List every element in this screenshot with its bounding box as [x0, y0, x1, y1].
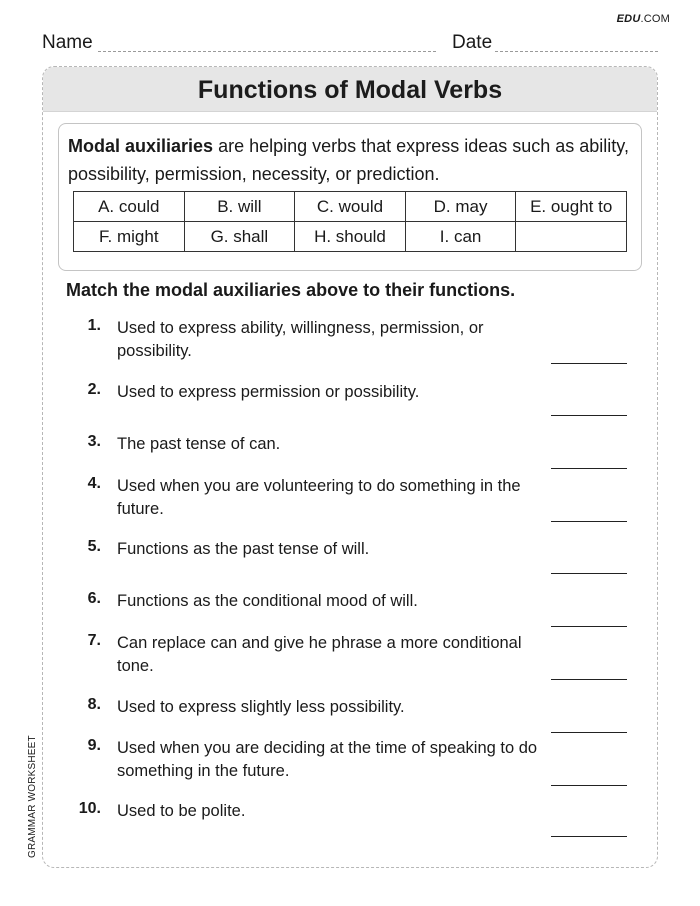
table-cell: F. might — [74, 222, 185, 252]
question-number: 7. — [87, 632, 101, 649]
question-text: The past tense of can. — [117, 435, 281, 453]
question-item — [69, 317, 629, 360]
name-label: Name — [42, 32, 93, 53]
title-bar — [43, 67, 657, 112]
question-number: 1. — [87, 317, 101, 334]
table-row — [74, 222, 627, 252]
answer-blank[interactable] — [551, 573, 627, 574]
answer-blank[interactable] — [551, 785, 627, 786]
question-item — [69, 737, 629, 780]
answer-blank[interactable] — [551, 363, 627, 364]
question-text: Functions as the past tense of will. — [117, 540, 370, 558]
info-box — [58, 123, 642, 271]
answer-blank[interactable] — [551, 415, 627, 416]
table-cell: A. could — [74, 192, 185, 222]
table-cell: C. would — [295, 192, 406, 222]
date-label: Date — [452, 32, 493, 53]
question-number: 5. — [87, 538, 101, 555]
question-item — [69, 632, 629, 675]
question-text: Used to express slightly less possibility. — [117, 698, 405, 716]
table-cell: D. may — [405, 192, 516, 222]
question-text: Used to be polite. — [117, 802, 246, 820]
answer-blank[interactable] — [551, 521, 627, 522]
question-item — [69, 696, 629, 736]
question-number: 10. — [78, 800, 101, 817]
answer-blank[interactable] — [551, 836, 627, 837]
question-item — [69, 433, 629, 473]
instruction-text: Match the modal auxiliaries above to their functions. — [66, 280, 516, 300]
date-field[interactable] — [495, 51, 658, 52]
answer-blank[interactable] — [551, 732, 627, 733]
question-text: Used to express ability, willingness, permission, or possibility. — [117, 319, 484, 360]
brand-logo-edu: EDU — [616, 13, 641, 25]
worksheet-panel — [42, 66, 658, 868]
question-text: Used when you are deciding at the time of speaking to do something in the future. — [117, 739, 538, 780]
question-item — [69, 800, 629, 840]
table-cell — [516, 222, 627, 252]
name-date-header — [42, 32, 658, 54]
question-number: 6. — [87, 590, 101, 607]
answer-blank[interactable] — [551, 468, 627, 469]
question-text: Used when you are volunteering to do something in the future. — [117, 477, 521, 518]
question-text: Can replace can and give he phrase a more conditional tone. — [117, 634, 522, 675]
question-item — [69, 590, 629, 630]
intro-term: Modal auxiliaries — [68, 136, 214, 156]
table-cell: H. should — [295, 222, 406, 252]
answer-blank[interactable] — [551, 679, 627, 680]
question-number: 4. — [87, 475, 101, 492]
question-text: Used to express permission or possibility. — [117, 383, 420, 401]
page-title: Functions of Modal Verbs — [197, 76, 503, 104]
intro-definition: are helping verbs that express ideas such as ability, possibility, permission, necessity, or prediction. — [68, 136, 629, 184]
intro-text — [68, 132, 638, 188]
table-cell: B. will — [184, 192, 295, 222]
question-number: 9. — [87, 737, 101, 754]
table-row — [74, 192, 627, 222]
table-cell: I. can — [405, 222, 516, 252]
table-cell: E. ought to — [516, 192, 627, 222]
side-label: GRAMMAR WORKSHEET — [27, 735, 38, 858]
question-item — [69, 475, 629, 518]
brand-logo — [617, 13, 670, 25]
question-number: 2. — [87, 381, 101, 398]
question-item — [69, 538, 629, 578]
question-number: 3. — [87, 433, 101, 450]
name-field[interactable] — [98, 51, 436, 52]
question-text: Functions as the conditional mood of will. — [117, 592, 418, 610]
question-item — [69, 381, 629, 421]
modal-verb-table — [73, 191, 627, 252]
question-number: 8. — [87, 696, 101, 713]
answer-blank[interactable] — [551, 626, 627, 627]
table-cell: G. shall — [184, 222, 295, 252]
brand-logo-com: .COM — [640, 13, 670, 25]
